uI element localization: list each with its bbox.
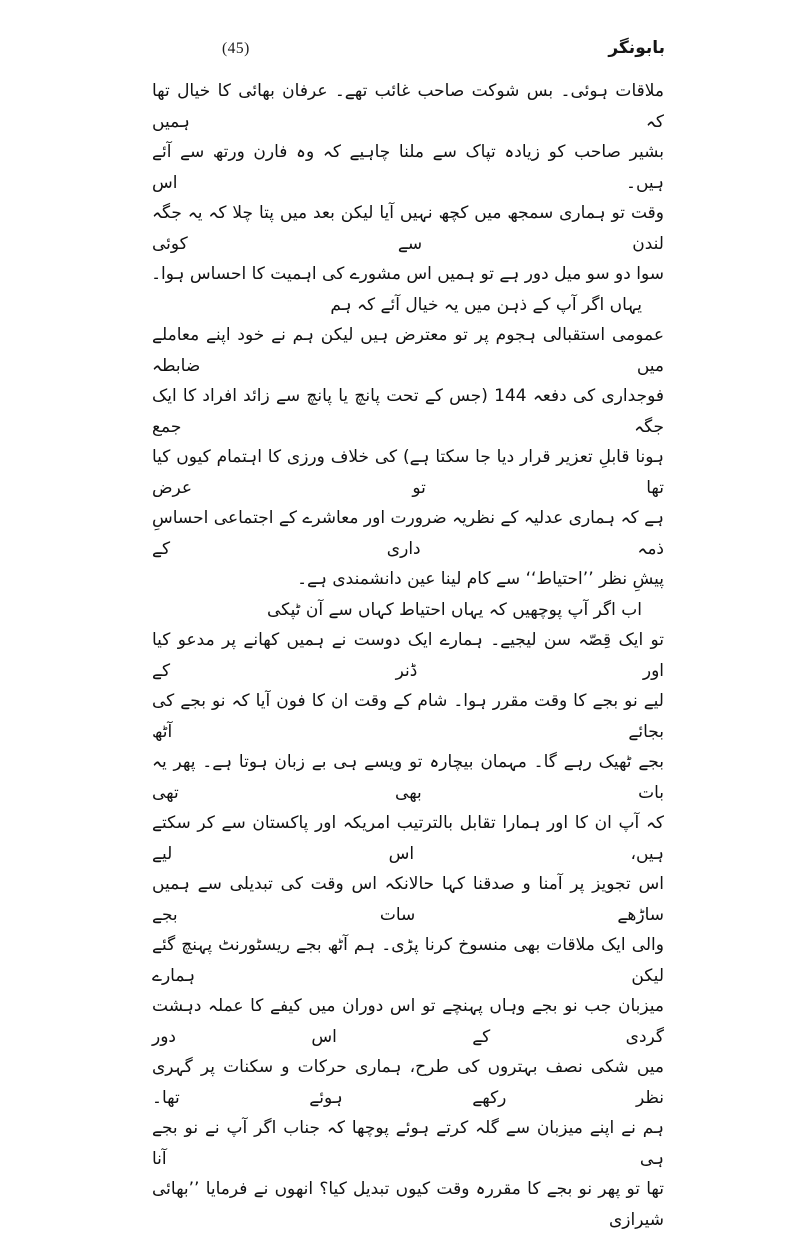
text-line: بشیر صاحب کو زیادہ تپاک سے ملنا چاہیے کہ وہ فارن ورتھ سے آئے ہیں۔ اس <box>152 142 664 193</box>
text-line: ہے کہ ہماری عدلیہ کے نظریہ ضرورت اور معاشرے کے اجتماعی احساسِ ذمہ داری کے <box>152 508 664 559</box>
text-line: اس تجویز پر آمنا و صدقنا کہا حالانکہ اس وقت کی تبدیلی سے ہمیں ساڑھے سات بجے <box>152 874 664 925</box>
text-line: عمومی استقبالی ہجوم پر تو معترض ہیں لیکن ہم نے خود اپنے معاملے میں ضابطہ <box>152 325 664 376</box>
text-line: وقت تو ہماری سمجھ میں کچھ نہیں آیا لیکن بعد میں پتا چلا کہ یہ جگہ لندن سے کوئی <box>152 203 664 254</box>
text-line: میں شکی نصف بہتروں کی طرح، ہماری حرکات و سکنات پر گہری نظر رکھے ہوئے تھا۔ <box>152 1057 664 1108</box>
text-line: فوجداری کی دفعہ 144 (جس کے تحت پانچ یا پانچ سے زائد افراد کا ایک جگہ جمع <box>152 386 664 437</box>
text-line: پیشِ نظر ’’احتیاط‘‘ سے کام لینا عین دانشمندی ہے۔ <box>297 569 664 589</box>
text-line: میزبان جب نو بجے وہاں پہنچے تو اس دوران میں کیفے کا عملہ دہشت گردی کے اس دور <box>152 996 664 1047</box>
text-line: اب اگر آپ پوچھیں کہ یہاں احتیاط کہاں سے آن ٹپکی <box>267 599 642 620</box>
text-line: ہونا قابلِ تعزیر قرار دیا جا سکتا ہے) کی خلاف ورزی کا اہتمام کیوں کیا تھا تو عرض <box>152 447 664 498</box>
text-line: ملاقات ہوئی۔ بس شوکت صاحب غائب تھے۔ عرفان بھائی کا خیال تھا کہ ہمیں <box>152 81 664 132</box>
text-line: سوا دو سو میل دور ہے تو ہمیں اس مشورے کی اہمیت کا احساس ہوا۔ <box>151 264 664 284</box>
page-number: (45) <box>222 40 250 57</box>
text-line: کہ آپ ان کا اور ہمارا تقابل بالترتیب امریکہ اور پاکستان سے کر سکتے ہیں، اس لیے <box>152 813 664 864</box>
text-line: والی ایک ملاقات بھی منسوخ کرنا پڑی۔ ہم آٹھ بجے ریسٹورنٹ پہنچ گئے لیکن ہمارے <box>152 935 664 986</box>
text-line: لیے نو بجے کا وقت مقرر ہوا۔ شام کے وقت ان کا فون آیا کہ نو بجے کی بجائے آٹھ <box>152 691 664 742</box>
running-header-title: بابونگر <box>608 38 665 58</box>
text-line: بجے ٹھیک رہے گا۔ مہمان بیچارہ تو ویسے ہی بے زبان ہوتا ہے۔ پھر یہ بات بھی تھی <box>152 752 664 803</box>
text-line: تو ایک قِصّہ سن لیجیے۔ ہمارے ایک دوست نے ہمیں کھانے پر مدعو کیا اور ڈنر کے <box>152 630 664 681</box>
text-line: تھا تو پھر نو بجے کا مقررہ وقت کیوں تبدیل کیا؟ انھوں نے فرمایا ’’بھائی شیرازی <box>152 1179 664 1230</box>
body-text <box>152 76 664 1235</box>
text-line: ہم نے اپنے میزبان سے گلہ کرتے ہوئے پوچھا کہ جناب اگر آپ نے نو بجے ہی آنا <box>152 1118 664 1169</box>
text-line: یہاں اگر آپ کے ذہن میں یہ خیال آئے کہ ہم <box>330 294 642 315</box>
